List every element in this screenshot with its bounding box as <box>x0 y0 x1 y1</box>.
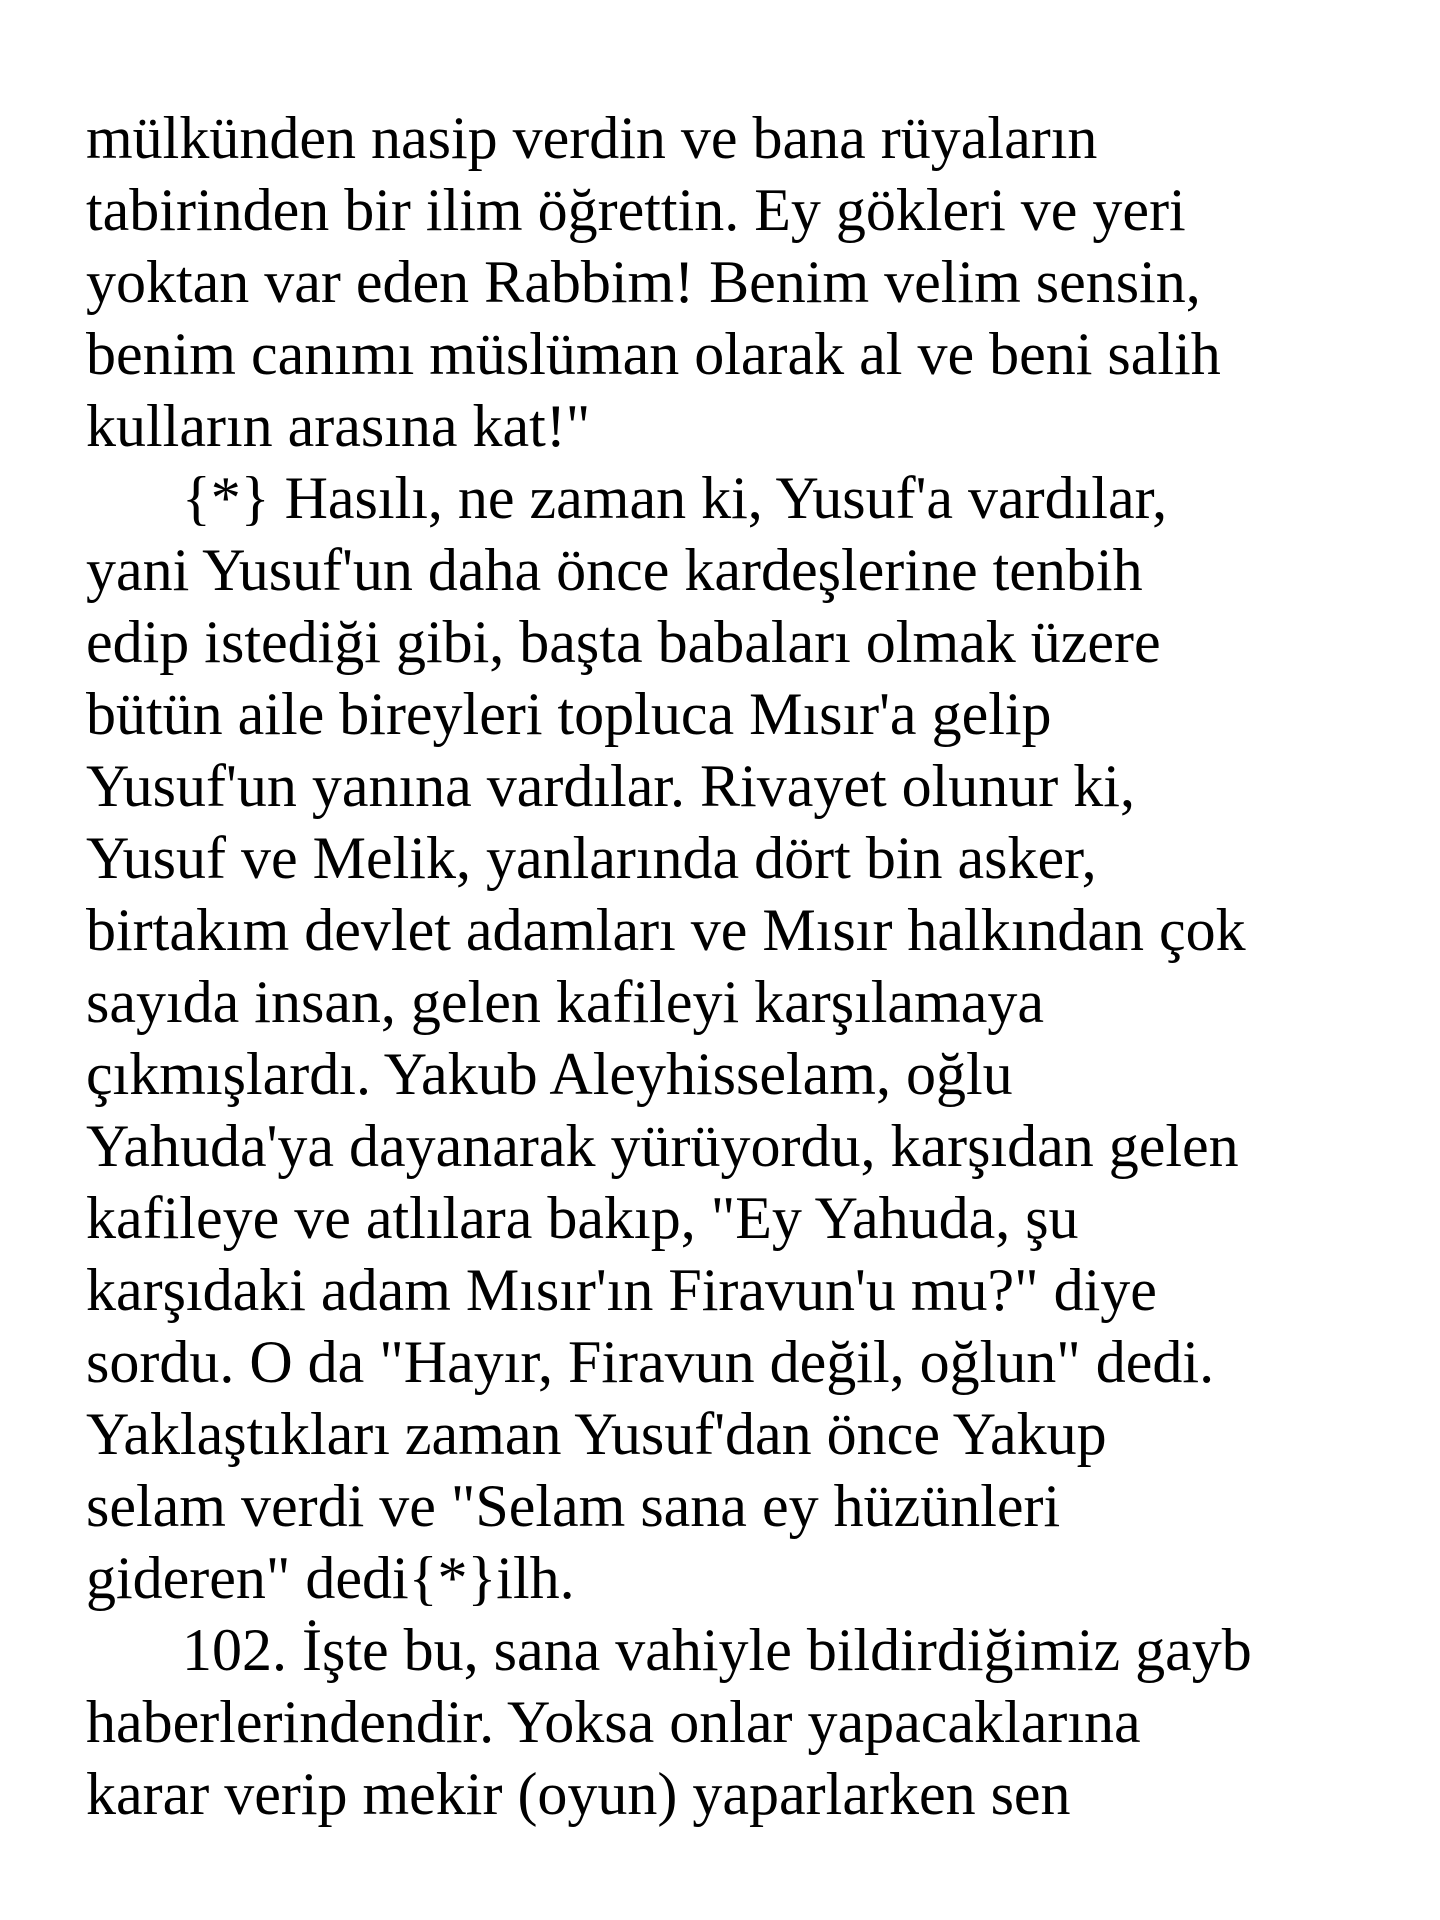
text-line: gideren" dedi{*}ilh. <box>86 1545 575 1611</box>
paragraph-start-line: 102. İşte bu, sana vahiyle bildirdiğimiz gayb <box>182 1617 1252 1683</box>
text-line: kulların arasına kat!" <box>86 393 591 459</box>
text-line: tabirinden bir ilim öğrettin. Ey gökleri ve yeri <box>86 177 1186 243</box>
text-line: çıkmışlardı. Yakub Aleyhisselam, oğlu <box>86 1041 1013 1107</box>
text-line: yani Yusuf'un daha önce kardeşlerine tenbih <box>86 537 1143 603</box>
text-line: kafileye ve atlılara bakıp, "Ey Yahuda, şu <box>86 1185 1079 1251</box>
text-line: yoktan var eden Rabbim! Benim velim sensin, <box>86 249 1201 315</box>
text-line: sordu. O da "Hayır, Firavun değil, oğlun" dedi. <box>86 1329 1215 1395</box>
text-line: karşıdaki adam Mısır'ın Firavun'u mu?" diye <box>86 1257 1157 1323</box>
text-line: haberlerindendir. Yoksa onlar yapacaklarına <box>86 1689 1141 1755</box>
text-line: benim canımı müslüman olarak al ve beni salih <box>86 321 1221 387</box>
text-line: karar verip mekir (oyun) yaparlarken sen <box>86 1761 1071 1827</box>
text-line: sayıda insan, gelen kafileyi karşılamaya <box>86 969 1044 1035</box>
text-line: edip istediği gibi, başta babaları olmak üzere <box>86 609 1161 675</box>
text-line: Yahuda'ya dayanarak yürüyordu, karşıdan gelen <box>86 1113 1239 1179</box>
text-line: selam verdi ve "Selam sana ey hüzünleri <box>86 1473 1061 1539</box>
text-line: birtakım devlet adamları ve Mısır halkından çok <box>86 897 1246 963</box>
text-line: Yaklaştıkları zaman Yusuf'dan önce Yakup <box>86 1401 1107 1467</box>
text-line: bütün aile bireyleri topluca Mısır'a gelip <box>86 681 1052 747</box>
text-line: mülkünden nasip verdin ve bana rüyaların <box>86 105 1098 171</box>
text-line: Yusuf'un yanına vardılar. Rivayet olunur ki, <box>86 753 1135 819</box>
text-line: Yusuf ve Melik, yanlarında dört bin asker, <box>86 825 1097 891</box>
paragraph-start-line: {*} Hasılı, ne zaman ki, Yusuf'a vardılar, <box>182 465 1168 531</box>
